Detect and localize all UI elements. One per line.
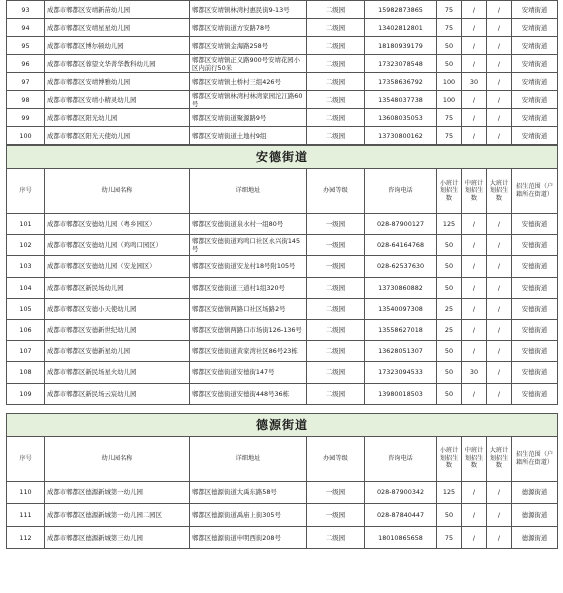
big-class-quota: /	[487, 526, 512, 549]
section-title: 安德街道	[7, 146, 558, 169]
table-row	[7, 37, 558, 55]
middle-class-quota: 30	[462, 362, 487, 383]
kindergarten-name: 成都市郫都区安靖小精灵幼儿园	[45, 91, 190, 109]
kindergarten-name: 成都市郫都区阳光幼儿园	[45, 109, 190, 127]
address: 郫都区德源街道大禹东路58号	[190, 481, 307, 504]
middle-class-quota: /	[462, 55, 487, 73]
header-phone: 咨询电话	[365, 436, 437, 481]
phone-number: 17323094533	[365, 362, 437, 383]
address: 郫都区安德街道安德街147号	[190, 362, 307, 383]
small-class-quota: 75	[437, 127, 462, 145]
big-class-quota: /	[487, 362, 512, 383]
enrollment-scope: 安德街道	[512, 235, 558, 256]
top-table	[6, 0, 558, 145]
address: 郫都区安德镇两路口市场街126-136号	[190, 319, 307, 340]
header-scope: 招生范围（户籍所在街道）	[512, 169, 558, 214]
middle-class-quota: /	[462, 481, 487, 504]
small-class-quota: 50	[437, 235, 462, 256]
phone-number: 17323078548	[365, 55, 437, 73]
top-rows	[7, 1, 558, 145]
phone-number: 028-87900127	[365, 214, 437, 235]
small-class-quota: 75	[437, 1, 462, 19]
middle-class-quota: /	[462, 383, 487, 404]
enrollment-scope: 德源街道	[512, 526, 558, 549]
row-number: 110	[7, 481, 45, 504]
small-class-quota: 75	[437, 526, 462, 549]
middle-class-quota: /	[462, 341, 487, 362]
kindergarten-name: 成都市郫都区安靖星星幼儿园	[45, 19, 190, 37]
row-number: 109	[7, 383, 45, 404]
small-class-quota: 25	[437, 298, 462, 319]
address: 郫都区安靖街道土地村9组	[190, 127, 307, 145]
header-phone: 咨询电话	[365, 169, 437, 214]
table-row	[7, 109, 558, 127]
grade-level: 一级园	[307, 256, 365, 277]
address: 郫都区安德街道鸡鸣口社区永兴街145号	[190, 235, 307, 256]
big-class-quota: /	[487, 319, 512, 340]
big-class-quota: /	[487, 298, 512, 319]
phone-number: 15982873865	[365, 1, 437, 19]
row-number: 96	[7, 55, 45, 73]
table-row	[7, 504, 558, 527]
table-row	[7, 55, 558, 73]
big-class-quota: /	[487, 109, 512, 127]
small-class-quota: 50	[437, 341, 462, 362]
phone-number: 028-64164768	[365, 235, 437, 256]
header-small: 小班计划招生数	[437, 169, 462, 214]
grade-level: 二级园	[307, 298, 365, 319]
middle-class-quota: /	[462, 319, 487, 340]
enrollment-scope: 安德街道	[512, 214, 558, 235]
header-addr: 详细地址	[190, 169, 307, 214]
phone-number: 13730860882	[365, 277, 437, 298]
kindergarten-name: 成都市郫都区安靖博雅幼儿园	[45, 73, 190, 91]
middle-class-quota: /	[462, 19, 487, 37]
address: 郫都区安德街道安龙村18号附105号	[190, 256, 307, 277]
small-class-quota: 25	[437, 319, 462, 340]
enrollment-scope: 安德街道	[512, 277, 558, 298]
phone-number: 028-62537630	[365, 256, 437, 277]
enrollment-scope: 德源街道	[512, 504, 558, 527]
big-class-quota: /	[487, 504, 512, 527]
table-row	[7, 362, 558, 383]
header-name: 幼儿园名称	[45, 169, 190, 214]
address: 郫都区安德街道黄家湾社区86号23栋	[190, 341, 307, 362]
phone-number: 13628051307	[365, 341, 437, 362]
row-number: 100	[7, 127, 45, 145]
grade-level: 二级园	[307, 319, 365, 340]
middle-class-quota: /	[462, 214, 487, 235]
address: 郫都区德源街道禹庙上街305号	[190, 504, 307, 527]
address: 郫都区安靖镇林湾村林湾家园沱江路60号	[190, 91, 307, 109]
kindergarten-name: 成都市郫都区蓉望文华菁华教科幼儿园	[45, 55, 190, 73]
big-class-quota: /	[487, 1, 512, 19]
address: 郫都区安德街道泉水村一组80号	[190, 214, 307, 235]
kindergarten-name: 成都市郫都区安德幼儿园（鸡鸣口园区）	[45, 235, 190, 256]
phone-number: 13402812801	[365, 19, 437, 37]
row-number: 99	[7, 109, 45, 127]
small-class-quota: 50	[437, 256, 462, 277]
grade-level: 二级园	[307, 109, 365, 127]
header-big: 大班计划招生数	[487, 436, 512, 481]
address: 郫都区安靖街道方安路78号	[190, 19, 307, 37]
section-title: 德源街道	[7, 413, 558, 436]
kindergarten-name: 成都市郫都区博尔顿幼儿园	[45, 37, 190, 55]
header-big: 大班计划招生数	[487, 169, 512, 214]
big-class-quota: /	[487, 256, 512, 277]
phone-number: 13608035053	[365, 109, 437, 127]
table-row	[7, 481, 558, 504]
address: 郫都区安德镇两路口社区场路2号	[190, 298, 307, 319]
kindergarten-name: 成都市郫都区安德新星幼儿园	[45, 341, 190, 362]
row-number: 101	[7, 214, 45, 235]
big-class-quota: /	[487, 214, 512, 235]
kindergarten-name: 成都市郫都区德源新城第一幼儿园二园区	[45, 504, 190, 527]
kindergarten-name: 成都市郫都区新民场幼儿园	[45, 277, 190, 298]
enrollment-scope: 安靖街道	[512, 55, 558, 73]
grade-level: 二级园	[307, 362, 365, 383]
big-class-quota: /	[487, 19, 512, 37]
small-class-quota: 50	[437, 362, 462, 383]
table-row	[7, 73, 558, 91]
enrollment-scope: 安靖街道	[512, 1, 558, 19]
big-class-quota: /	[487, 235, 512, 256]
big-class-quota: /	[487, 55, 512, 73]
table-row	[7, 319, 558, 340]
table-row	[7, 383, 558, 404]
middle-class-quota: /	[462, 526, 487, 549]
section-gap	[6, 405, 557, 413]
anton-rows	[7, 214, 558, 405]
row-number: 103	[7, 256, 45, 277]
middle-class-quota: /	[462, 235, 487, 256]
phone-number: 17358636792	[365, 73, 437, 91]
kindergarten-name: 成都市郫都区德源新城第三幼儿园	[45, 526, 190, 549]
table-row	[7, 214, 558, 235]
table-row	[7, 256, 558, 277]
grade-level: 二级园	[307, 127, 365, 145]
grade-level: 二级园	[307, 383, 365, 404]
address: 郫都区安靖镇正义路900号安靖花园小区内前行50米	[190, 55, 307, 73]
header-no: 序号	[7, 169, 45, 214]
grade-level: 二级园	[307, 91, 365, 109]
small-class-quota: 100	[437, 73, 462, 91]
grade-level: 一级园	[307, 235, 365, 256]
kindergarten-name: 成都市郫都区安靖新苗幼儿园	[45, 1, 190, 19]
row-number: 106	[7, 319, 45, 340]
grade-level: 一级园	[307, 481, 365, 504]
row-number: 104	[7, 277, 45, 298]
header-scope: 招生范围（户籍所在街道）	[512, 436, 558, 481]
address: 郫都区安德街道安德街448号36栋	[190, 383, 307, 404]
header-no: 序号	[7, 436, 45, 481]
middle-class-quota: /	[462, 127, 487, 145]
kindergarten-name: 成都市郫都区阳光天使幼儿园	[45, 127, 190, 145]
phone-number: 028-87840447	[365, 504, 437, 527]
grade-level: 二级园	[307, 73, 365, 91]
row-number: 108	[7, 362, 45, 383]
table-row	[7, 298, 558, 319]
table-row	[7, 277, 558, 298]
small-class-quota: 50	[437, 277, 462, 298]
enrollment-scope: 德源街道	[512, 481, 558, 504]
header-mid: 中班计划招生数	[462, 436, 487, 481]
phone-number: 13558627018	[365, 319, 437, 340]
address: 郫都区安靖街道聚源路9号	[190, 109, 307, 127]
table-row	[7, 341, 558, 362]
middle-class-quota: /	[462, 504, 487, 527]
small-class-quota: 125	[437, 481, 462, 504]
enrollment-scope: 安德街道	[512, 383, 558, 404]
big-class-quota: /	[487, 481, 512, 504]
small-class-quota: 50	[437, 55, 462, 73]
section-deyuan	[6, 413, 558, 550]
grade-level: 二级园	[307, 341, 365, 362]
row-number: 102	[7, 235, 45, 256]
phone-number: 13730800162	[365, 127, 437, 145]
small-class-quota: 50	[437, 504, 462, 527]
table-row	[7, 1, 558, 19]
header-grade: 办园等级	[307, 169, 365, 214]
row-number: 98	[7, 91, 45, 109]
small-class-quota: 75	[437, 19, 462, 37]
row-number: 112	[7, 526, 45, 549]
middle-class-quota: /	[462, 256, 487, 277]
kindergarten-name: 成都市郫都区安德小天使幼儿园	[45, 298, 190, 319]
enrollment-scope: 安德街道	[512, 319, 558, 340]
header-mid: 中班计划招生数	[462, 169, 487, 214]
address: 郫都区德源街道申明西街208号	[190, 526, 307, 549]
address: 郫都区安靖镇土桥村三组426号	[190, 73, 307, 91]
middle-class-quota: /	[462, 1, 487, 19]
header-addr: 详细地址	[190, 436, 307, 481]
big-class-quota: /	[487, 383, 512, 404]
phone-number: 18010865658	[365, 526, 437, 549]
phone-number: 13548037738	[365, 91, 437, 109]
enrollment-scope: 安德街道	[512, 256, 558, 277]
kindergarten-name: 成都市郫都区新民场云宸幼儿园	[45, 383, 190, 404]
kindergarten-name: 成都市郫都区德源新城第一幼儿园	[45, 481, 190, 504]
table-row	[7, 235, 558, 256]
phone-number: 18180939179	[365, 37, 437, 55]
enrollment-scope: 安靖街道	[512, 127, 558, 145]
deyuan-rows	[7, 481, 558, 549]
row-number: 94	[7, 19, 45, 37]
header-small: 小班计划招生数	[437, 436, 462, 481]
phone-number: 13540097308	[365, 298, 437, 319]
grade-level: 二级园	[307, 526, 365, 549]
row-number: 105	[7, 298, 45, 319]
header-name: 幼儿园名称	[45, 436, 190, 481]
grade-level: 一级园	[307, 214, 365, 235]
middle-class-quota: /	[462, 277, 487, 298]
row-number: 107	[7, 341, 45, 362]
phone-number: 028-87900342	[365, 481, 437, 504]
middle-class-quota: /	[462, 109, 487, 127]
enrollment-document	[6, 0, 557, 549]
grade-level: 二级园	[307, 277, 365, 298]
table-row	[7, 526, 558, 549]
row-number: 97	[7, 73, 45, 91]
big-class-quota: /	[487, 341, 512, 362]
kindergarten-name: 成都市郫都区新民场星火幼儿园	[45, 362, 190, 383]
kindergarten-name: 成都市郫都区安德幼儿园（安龙园区）	[45, 256, 190, 277]
grade-level: 二级园	[307, 55, 365, 73]
enrollment-scope: 安靖街道	[512, 19, 558, 37]
small-class-quota: 50	[437, 383, 462, 404]
enrollment-scope: 安德街道	[512, 298, 558, 319]
big-class-quota: /	[487, 91, 512, 109]
grade-level: 二级园	[307, 37, 365, 55]
grade-level: 一级园	[307, 504, 365, 527]
middle-class-quota: /	[462, 91, 487, 109]
big-class-quota: /	[487, 277, 512, 298]
table-row	[7, 91, 558, 109]
address: 郫都区安德街道三道村1组320号	[190, 277, 307, 298]
middle-class-quota: 30	[462, 73, 487, 91]
section-anton	[6, 145, 558, 405]
table-row	[7, 127, 558, 145]
grade-level: 二级园	[307, 19, 365, 37]
small-class-quota: 75	[437, 109, 462, 127]
middle-class-quota: /	[462, 37, 487, 55]
enrollment-scope: 安靖街道	[512, 73, 558, 91]
row-number: 95	[7, 37, 45, 55]
row-number: 93	[7, 1, 45, 19]
enrollment-scope: 安靖街道	[512, 109, 558, 127]
big-class-quota: /	[487, 127, 512, 145]
middle-class-quota: /	[462, 298, 487, 319]
enrollment-scope: 安德街道	[512, 341, 558, 362]
row-number: 111	[7, 504, 45, 527]
big-class-quota: /	[487, 73, 512, 91]
kindergarten-name: 成都市郫都区安德幼儿园（粤乡园区）	[45, 214, 190, 235]
enrollment-scope: 安德街道	[512, 362, 558, 383]
grade-level: 二级园	[307, 1, 365, 19]
small-class-quota: 100	[437, 91, 462, 109]
small-class-quota: 125	[437, 214, 462, 235]
table-row	[7, 19, 558, 37]
big-class-quota: /	[487, 37, 512, 55]
phone-number: 13980018503	[365, 383, 437, 404]
address: 郫都区安靖镇林湾村惠民街9-13号	[190, 1, 307, 19]
enrollment-scope: 安靖街道	[512, 37, 558, 55]
header-grade: 办园等级	[307, 436, 365, 481]
kindergarten-name: 成都市郫都区安德新世纪幼儿园	[45, 319, 190, 340]
address: 郫都区安靖镇金海路258号	[190, 37, 307, 55]
small-class-quota: 50	[437, 37, 462, 55]
enrollment-scope: 安靖街道	[512, 91, 558, 109]
